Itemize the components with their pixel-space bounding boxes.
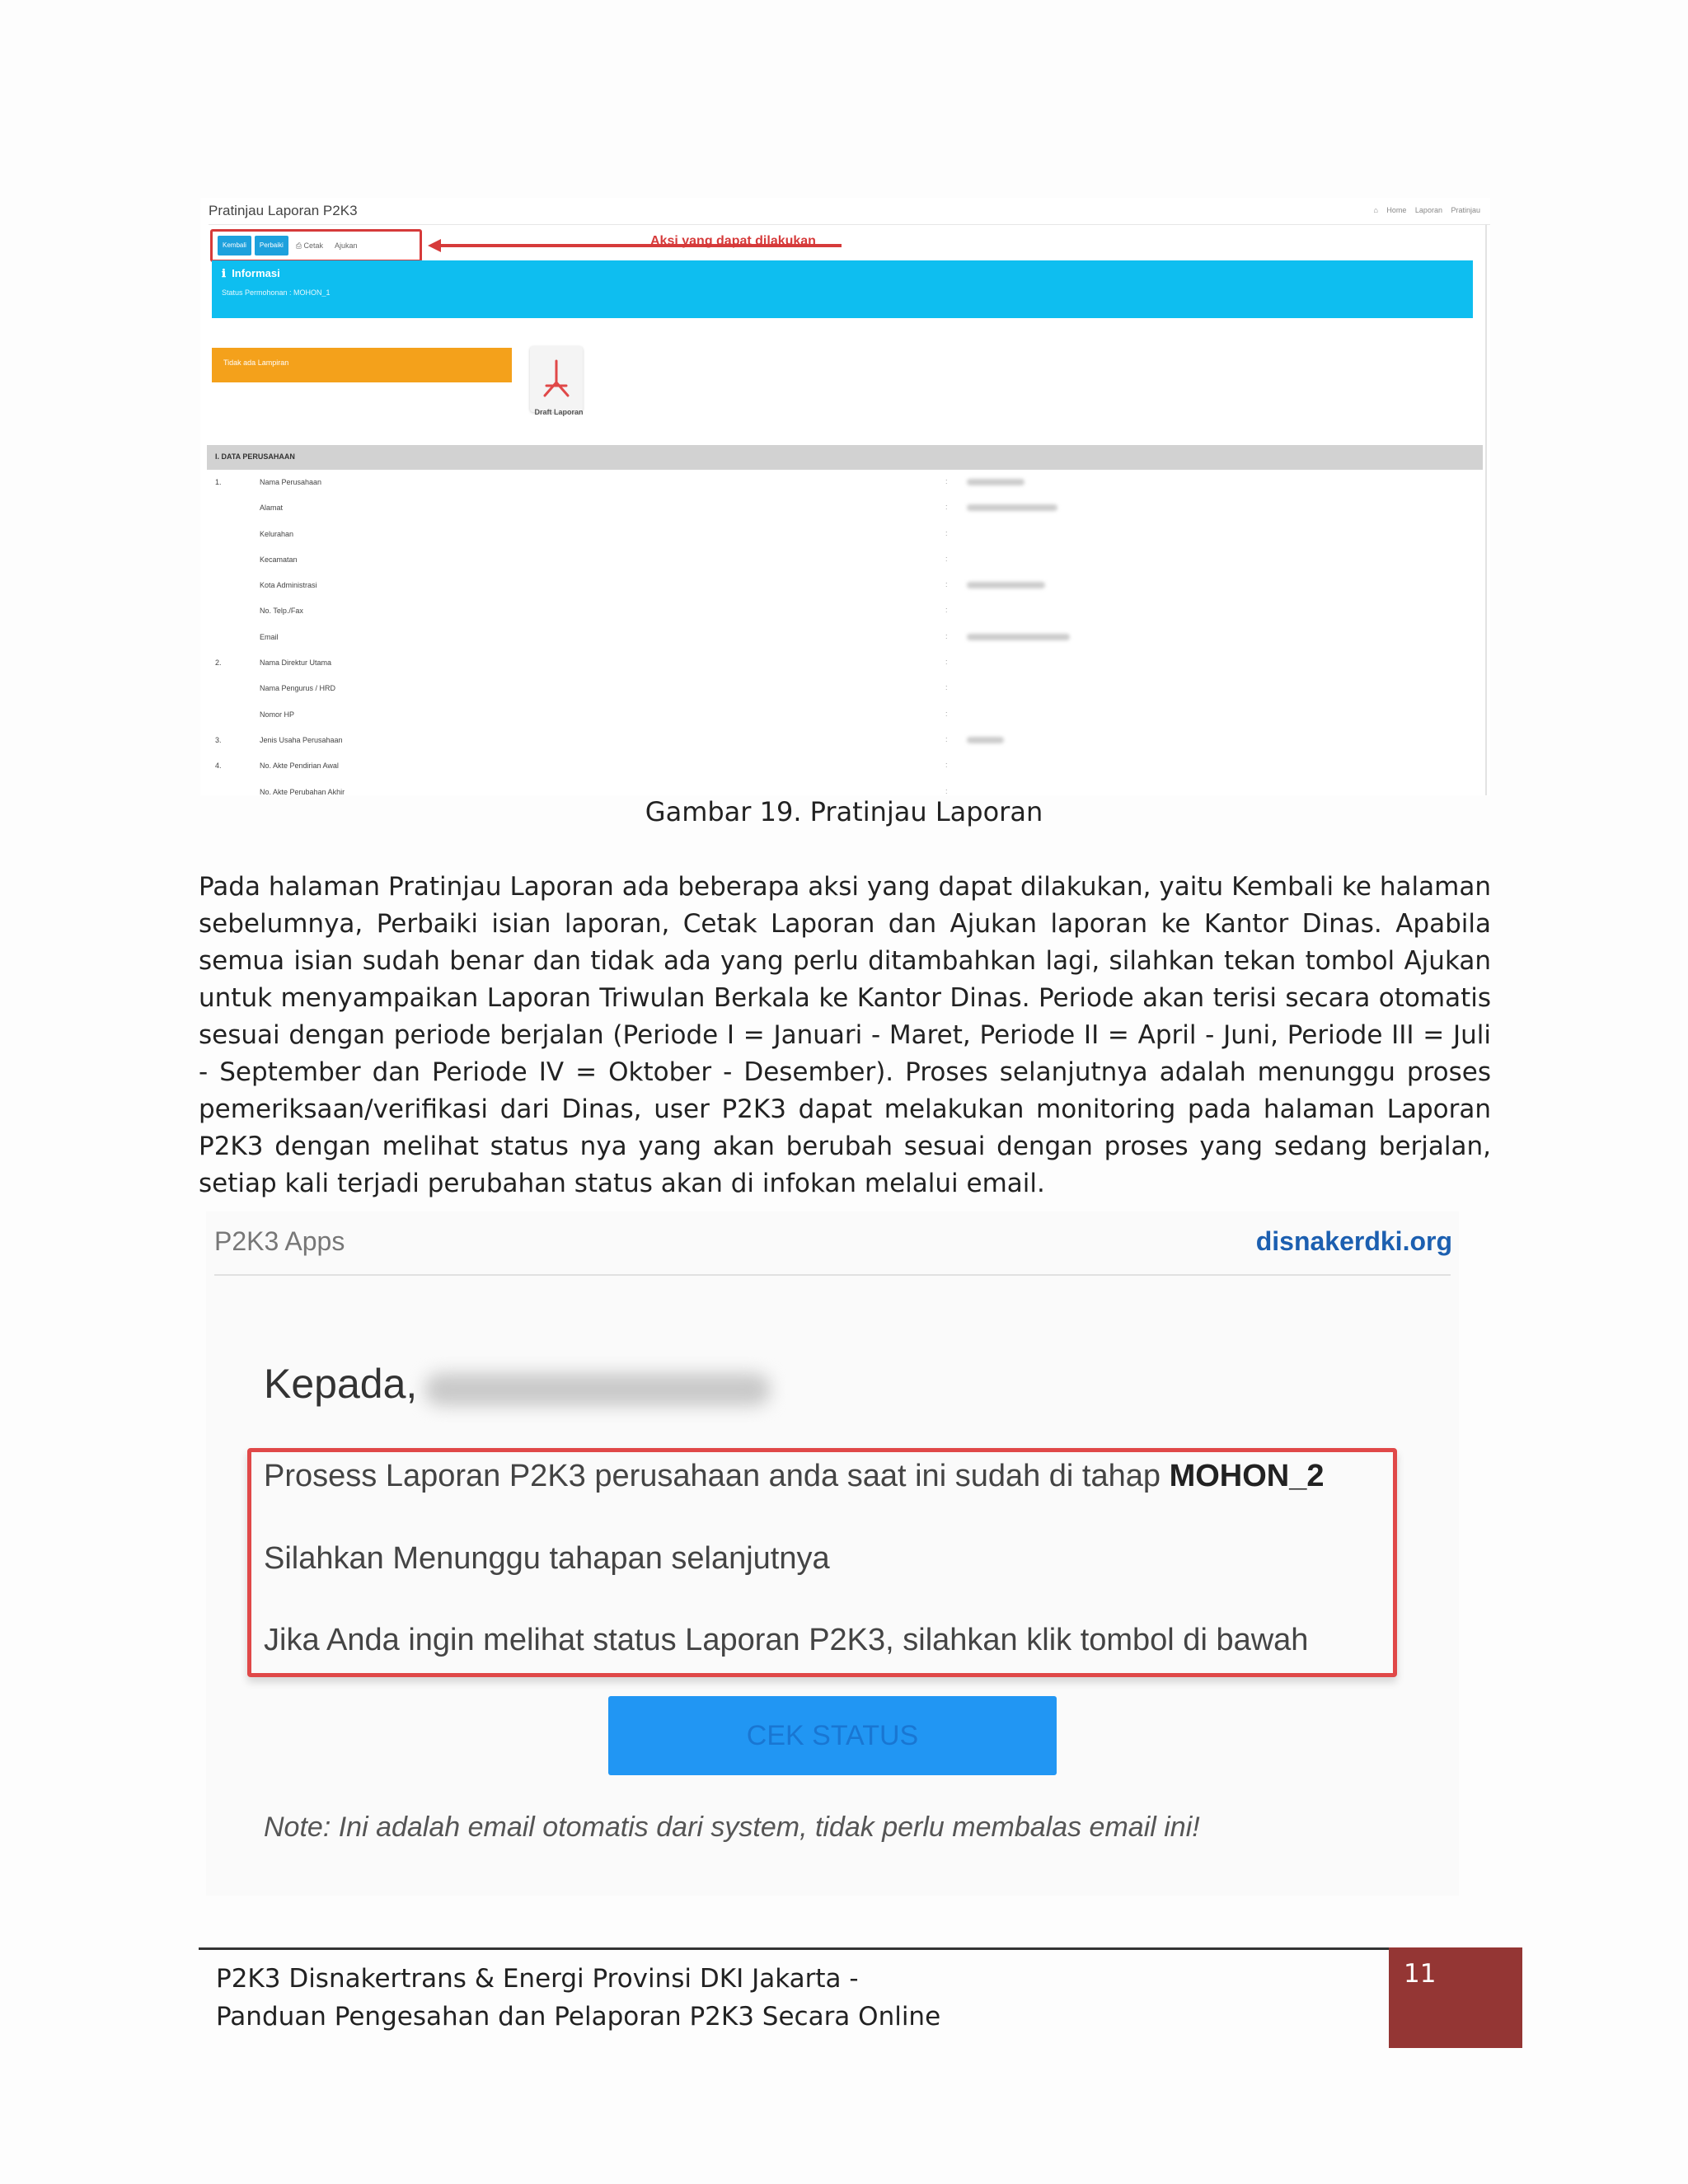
check-status-button[interactable]: CEK STATUS (608, 1696, 1057, 1775)
info-alert (212, 260, 1473, 318)
report-preview-screenshot (200, 198, 1490, 795)
edit-button[interactable]: Perbaiki (255, 236, 288, 255)
title-divider (209, 224, 1490, 225)
table-row (200, 626, 1490, 652)
row-label: Kota Administrasi (260, 581, 317, 590)
body-paragraph: Pada halaman Pratinjau Laporan ada beberapa aksi yang dapat dilakukan, yaitu Kembali ke halaman sebelumnya, Perbaiki isian laporan, Cetak Laporan dan Ajukan laporan ke Kantor Dinas. Apabila semua isian sudah benar dan tidak ada yang perlu ditambahkan lagi, silahkan tekan tombol Ajukan untuk menyampaikan Laporan Triwulan Berkala ke Kantor Dinas. Periode akan terisi secara otomatis sesuai dengan periode berjalan (Periode I = Januari - Maret, Periode II = April - Juni, Periode III = Juli - September dan Periode IV = Oktober - Desember). Proses selanjutnya adalah menunggu proses pemeriksaan/verifikasi dari Dinas, user P2K3 dapat melakukan monitoring pada halaman Laporan P2K3 dengan melihat status nya yang akan berubah sesuai dengan proses yang sedang berjalan, setiap kali terjadi perubahan status akan di infokan melalui email. (199, 872, 1491, 1198)
table-row (200, 549, 1490, 574)
home-icon[interactable]: ⌂ (1373, 206, 1378, 214)
redacted-value (967, 634, 1070, 640)
breadcrumb (1367, 206, 1480, 214)
status-value: MOHON_2 (1169, 1459, 1325, 1493)
row-separator: : (945, 580, 948, 589)
preview-page-title: Pratinjau Laporan P2K3 (209, 203, 358, 218)
draft-report-pdf[interactable] (530, 346, 583, 412)
row-separator: : (945, 734, 948, 743)
row-separator: : (945, 477, 948, 485)
table-row (200, 574, 1490, 600)
redacted-value (967, 737, 1004, 743)
email-instruction-line: Jika Anda ingin melihat status Laporan P2K3, silahkan klik tombol di bawah (264, 1623, 1309, 1657)
footer-rule (199, 1947, 1390, 1950)
row-label: Nama Perusahaan (260, 478, 322, 486)
breadcrumb-laporan[interactable]: Laporan (1414, 206, 1442, 214)
email-screenshot (206, 1212, 1459, 1896)
row-label: Nama Direktur Utama (260, 658, 332, 668)
table-row (200, 677, 1490, 703)
breadcrumb-home[interactable]: Home (1386, 206, 1407, 214)
print-icon: ⎙ (295, 241, 302, 250)
table-row (200, 729, 1490, 755)
row-label: Nama Pengurus / HRD (260, 684, 336, 693)
row-separator: : (945, 528, 948, 537)
row-separator: : (945, 554, 948, 563)
footer-line-2: Panduan Pengesahan dan Pelaporan P2K3 Secara Online (216, 2002, 941, 2032)
row-label: No. Telp./Fax (260, 607, 303, 616)
row-separator: : (945, 786, 948, 795)
row-label: Nomor HP (260, 710, 295, 719)
redacted-recipient (424, 1373, 771, 1406)
email-note: Note: Ini adalah email otomatis dari system, tidak perlu membalas email ini! (264, 1811, 1200, 1843)
row-label: Kecamatan (260, 555, 298, 564)
table-row (200, 755, 1490, 780)
row-number: 3. (215, 735, 222, 744)
back-button[interactable]: Kembali (218, 236, 251, 255)
row-separator: : (945, 631, 948, 640)
row-number: 1. (215, 478, 222, 486)
row-separator: : (945, 503, 948, 512)
email-greeting: Kepada, (264, 1361, 418, 1407)
pdf-icon (530, 346, 583, 412)
attachment-alert: Tidak ada Lampiran (212, 348, 512, 382)
row-label: Jenis Usaha Perusahaan (260, 735, 343, 744)
redacted-value (967, 479, 1025, 485)
section-header: I. DATA PERUSAHAAN (207, 445, 1483, 470)
page-number: 11 (1389, 1947, 1522, 2048)
row-label: Alamat (260, 504, 284, 513)
footer-text (216, 1960, 940, 2036)
row-label: Kelurahan (260, 529, 294, 538)
panel-border (1485, 224, 1487, 795)
row-label: No. Akte Perubahan Akhir (260, 787, 345, 795)
row-label: Email (260, 632, 279, 641)
redacted-value (967, 582, 1045, 588)
redacted-value (967, 504, 1057, 511)
pdf-label: Draft Laporan (534, 408, 584, 416)
footer-line-1: P2K3 Disnakertrans & Energi Provinsi DKI Jakarta - (216, 1964, 859, 1994)
table-row (200, 781, 1490, 795)
row-label: No. Akte Pendirian Awal (260, 762, 339, 771)
action-button-group (210, 229, 422, 262)
table-row (200, 704, 1490, 729)
email-status-line-text: Prosess Laporan P2K3 perusahaan anda saat ini sudah di tahap MOHON_2 (264, 1459, 1325, 1493)
table-row (200, 497, 1490, 523)
table-row (200, 600, 1490, 626)
annotation-label: Aksi yang dapat dilakukan (650, 234, 816, 248)
info-status: Status Permohonan : MOHON_1 (222, 288, 331, 297)
email-wait-line: Silahkan Menunggu tahapan selanjutnya (264, 1541, 830, 1576)
info-title: ℹ Informasi (222, 267, 280, 279)
row-separator: : (945, 761, 948, 770)
email-header-divider (214, 1274, 1451, 1276)
print-button[interactable]: ⎙ Cetak (295, 241, 324, 250)
breadcrumb-pratinjau: Pratinjau (1451, 206, 1480, 214)
row-separator: : (945, 683, 948, 692)
table-row (200, 652, 1490, 677)
row-number: 2. (215, 658, 222, 668)
company-data-table (200, 471, 1490, 795)
info-icon: ℹ (222, 267, 226, 279)
figure-caption: Gambar 19. Pratinjau Laporan (645, 796, 1043, 827)
row-separator: : (945, 709, 948, 718)
table-row (200, 523, 1490, 549)
table-row (200, 471, 1490, 497)
row-separator: : (945, 606, 948, 615)
submit-button[interactable]: Ajukan (335, 241, 358, 250)
email-app-name: P2K3 Apps (214, 1226, 345, 1256)
row-number: 4. (215, 762, 222, 771)
row-separator: : (945, 658, 948, 667)
site-link[interactable]: disnakerdki.org (1255, 1226, 1452, 1256)
